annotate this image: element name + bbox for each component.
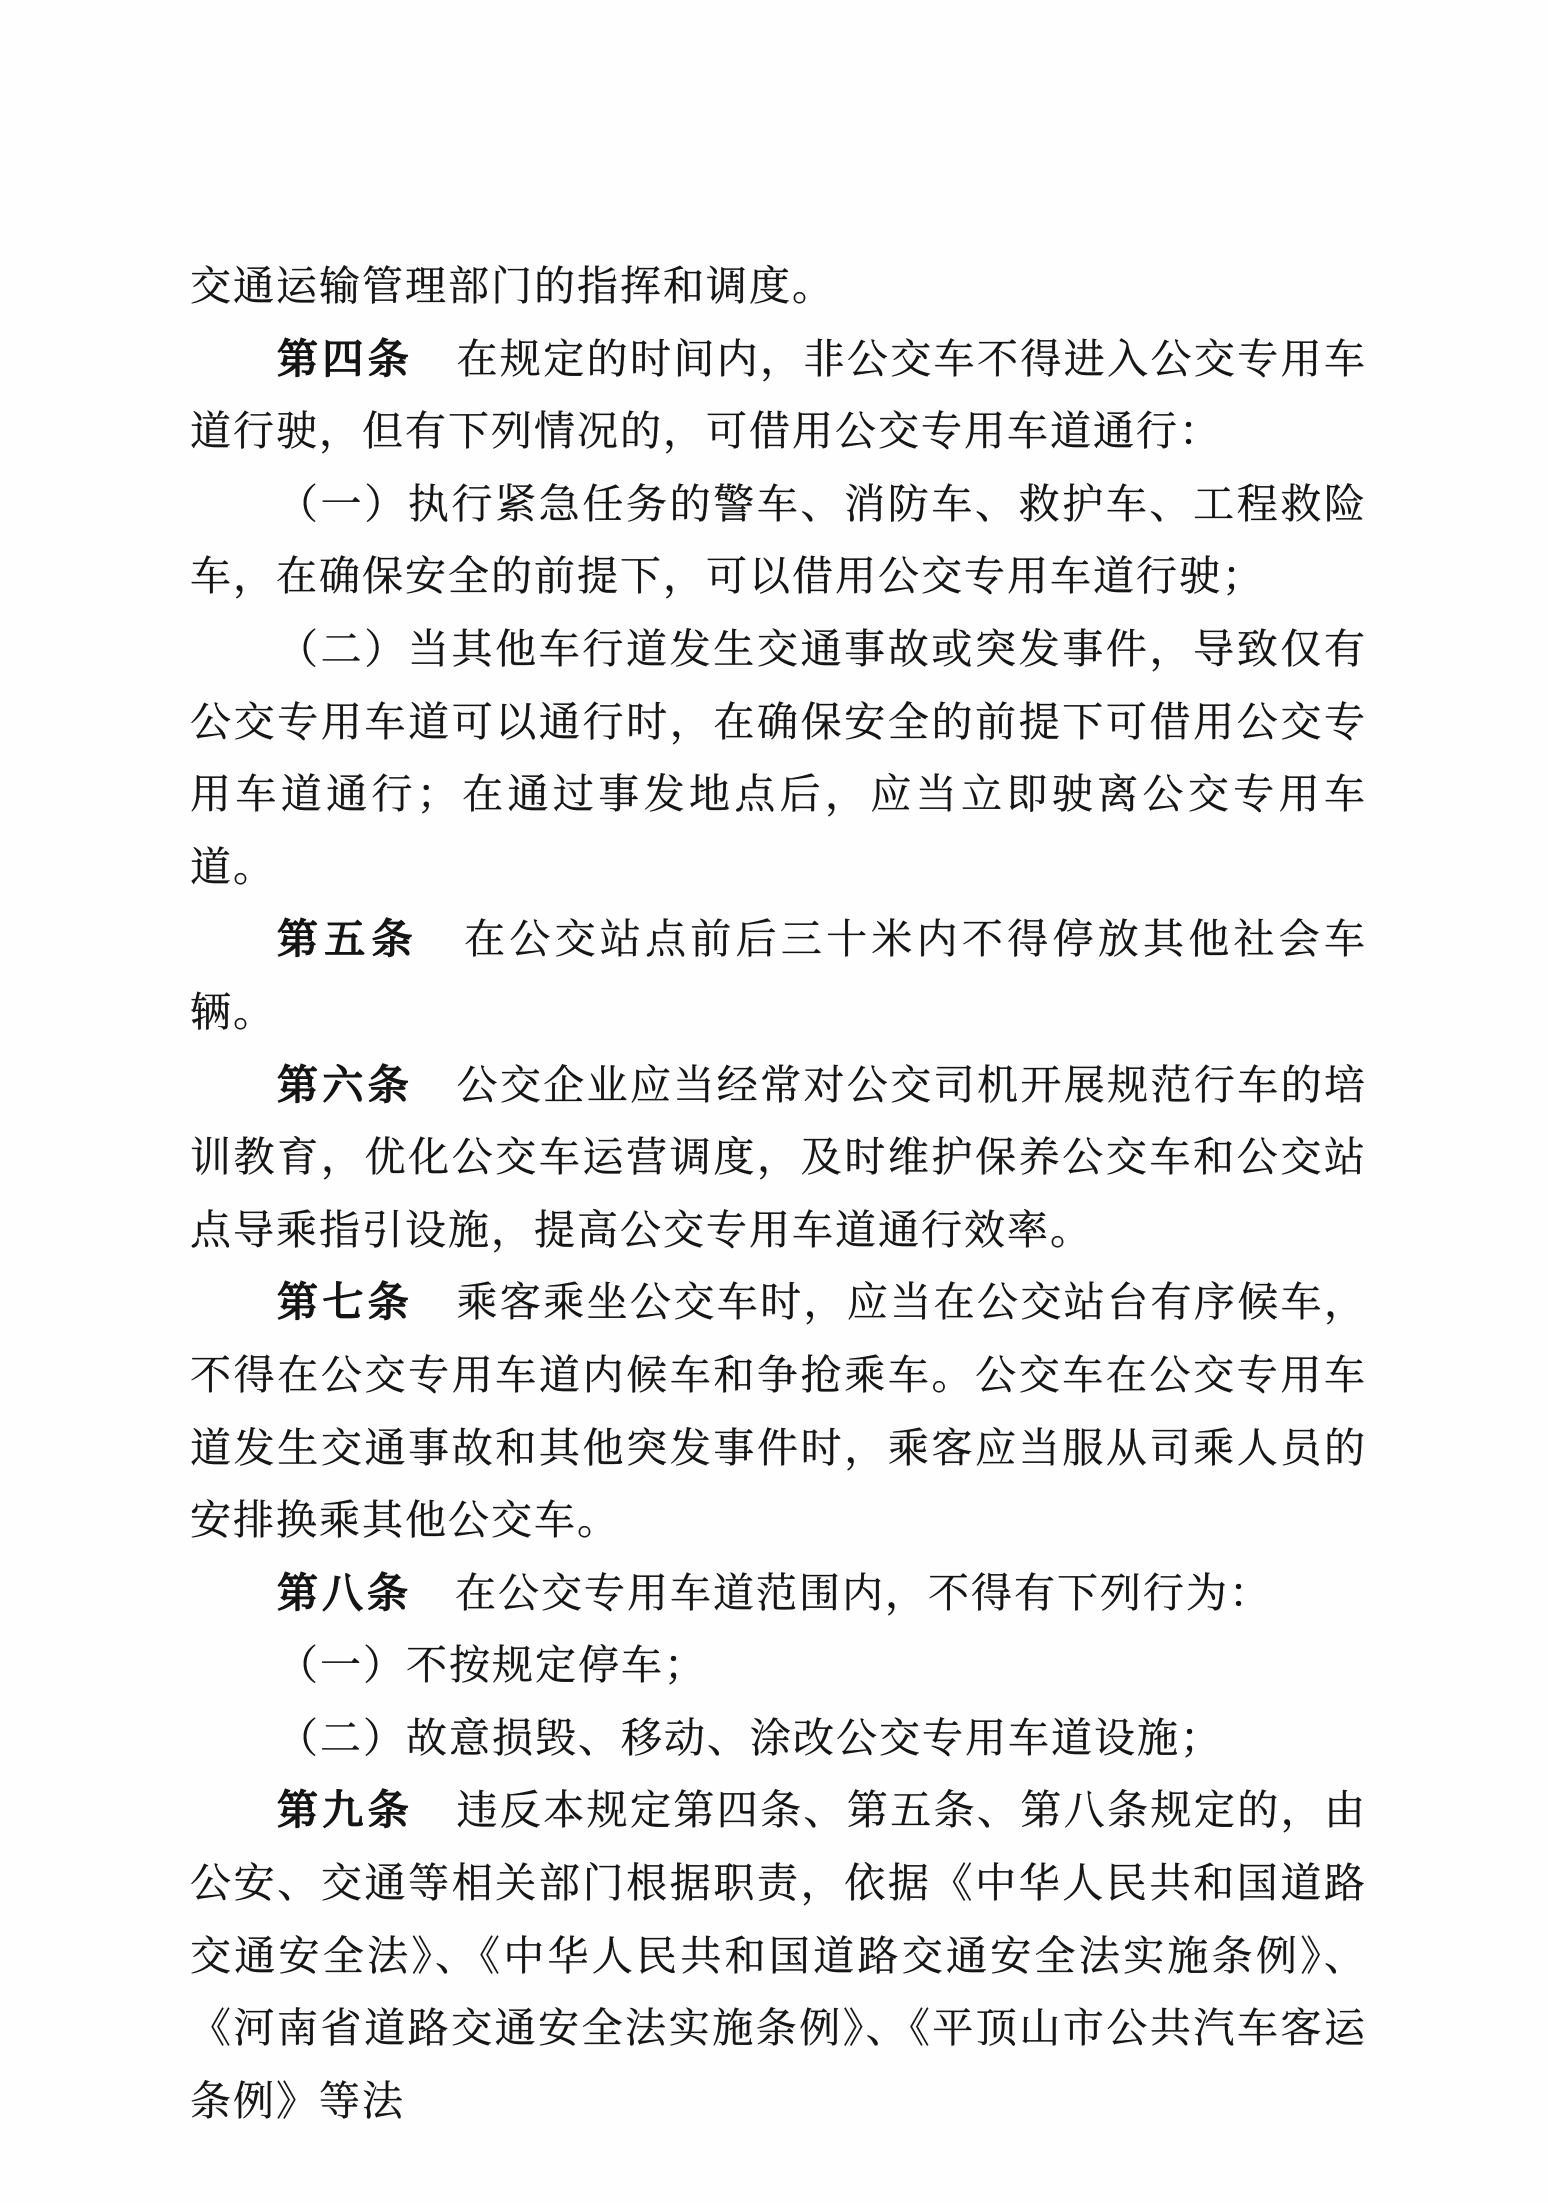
article-number: 第四条 [277,335,414,382]
article-number: 第六条 [277,1061,414,1108]
paragraph-article-8-item-2: （二）故意损毁、移动、涂改公交专用车道设施； [277,1714,1223,1761]
paragraph-article-8-item-1: （一）不按规定停车； [277,1642,707,1689]
text-block [190,250,1367,2137]
paragraph-article-4-item-2: （二）当其他车行道发生交通事故或突发事件，导致仅有公交专用车道可以通行时，在确保安全的前提下可借用公交专用车道通行；在通过事发地点后，应当立即驶离公交专用车道。 [190,625,1367,890]
paragraph-continuation: 交通运输管理部门的指挥和调度。 [190,263,835,309]
paragraph-article-8: 第八条 在公交专用车道范围内，不得有下列行为： [277,1569,1272,1616]
paragraph-article-9: 第九条 违反本规定第四条、第五条、第八条规定的，由公安、交通等相关部门根据职责，依据《中华人民共和国道路交通安全法》、《中华人民共和国道路交通安全法实施条例》、《河南省道路交通安全法实施条例》、《平顶山市公共汽车客运条例》等法 [190,1787,1367,2124]
paragraph-article-5: 第五条 在公交站点前后三十米内不得停放其他社会车辆。 [190,916,1368,1035]
article-number: 第五条 [277,916,419,963]
paragraph-article-7: 第七条 乘客乘坐公交车时，应当在公交站台有序候车，不得在公交专用车道内候车和争抢乘车。公交车在公交专用车道发生交通事故和其他突发事件时，乘客应当服从司乘人员的安排换乘其他公交车。 [190,1279,1367,1544]
paragraph-article-6: 第六条 公交企业应当经常对公交司机开展规范行车的培训教育，优化公交车运营调度，及时维护保养公交车和公交站点导乘指引设施，提高公交专用车道通行效率。 [190,1061,1367,1253]
paragraph-article-4: 第四条 在规定的时间内，非公交车不得进入公交专用车道行驶，但有下列情况的，可借用公交专用车道通行： [190,335,1367,455]
paragraph-article-4-item-1: （一）执行紧急任务的警车、消防车、救护车、工程救险车，在确保安全的前提下，可以借用公交专用车道行驶； [190,480,1367,600]
article-number: 第八条 [277,1569,412,1616]
article-number: 第七条 [277,1279,414,1326]
article-number: 第九条 [277,1787,414,1834]
